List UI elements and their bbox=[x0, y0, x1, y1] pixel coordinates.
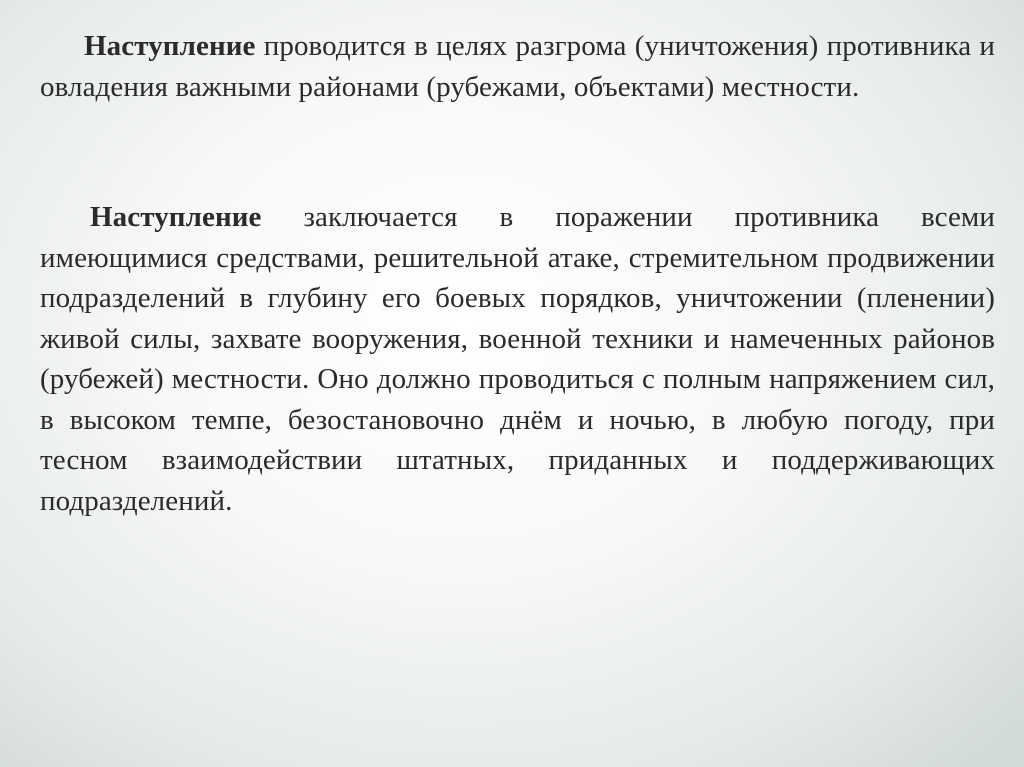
paragraph-offensive-content bbox=[40, 197, 995, 521]
term-heading: Наступление bbox=[84, 30, 256, 62]
paragraph-text: проводится в целях разгрома (уничтожения) противника и овладения важными районами (рубежами, объектами) местности. bbox=[40, 30, 995, 103]
paragraph-offensive-purpose bbox=[40, 26, 995, 107]
paragraph-text: заключается в поражении противника всеми имеющимися средствами, решительной атаке, стремительном продвижении подразделений в глубину его боевых порядков, уничтожении (пленении) живой силы, захвате вооружения, военной техники и намеченных районов (рубежей) местности. Оно должно проводиться с полным напряжением сил, в высоком темпе, безостановочно днём и ночью, в любую погоду, при тесном взаимодействии штатных, приданных и поддерживающих подразделений. bbox=[40, 201, 995, 517]
term-heading: Наступление bbox=[90, 201, 262, 233]
